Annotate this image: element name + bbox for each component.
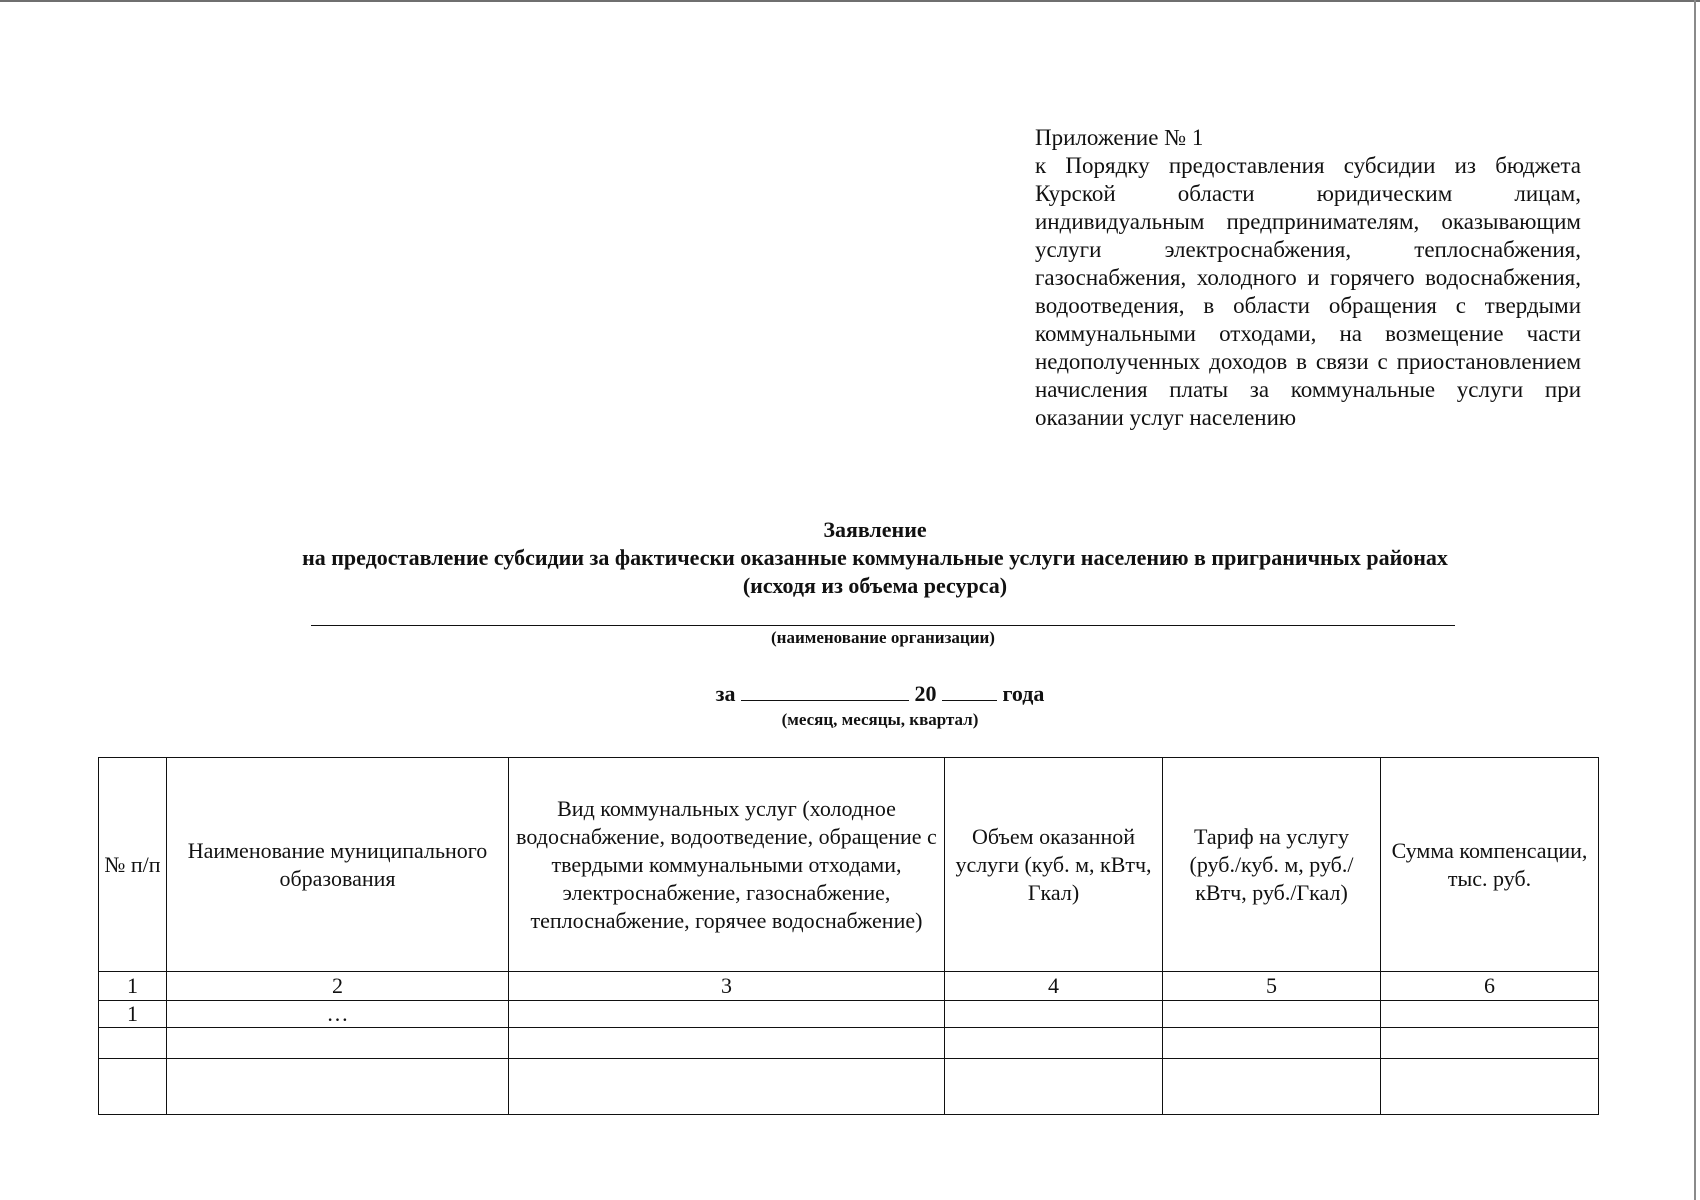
scan-top-border — [0, 0, 1700, 2]
heading-title: Заявление — [823, 517, 927, 542]
table-cell: … — [167, 1001, 509, 1028]
column-header-compensation: Сумма компенсации, тыс. руб. — [1381, 758, 1599, 972]
table-cell — [1381, 1028, 1599, 1059]
organization-name-line — [311, 625, 1455, 626]
column-header-service-type: Вид коммунальных услуг (холодное водоснабжение, водоотведение, обращение с твердыми коммунальными отходами, электроснабжение, газоснабжение, теплоснабжение, горячее водоснабжение) — [509, 758, 945, 972]
table-cell: 5 — [1163, 972, 1381, 1001]
period-prefix: за — [715, 681, 736, 706]
column-header-tariff: Тариф на услугу (руб./куб. м, руб./кВтч, руб./Гкал) — [1163, 758, 1381, 972]
table-cell — [945, 1028, 1163, 1059]
table-header-row — [99, 758, 1599, 972]
table-cell: 3 — [509, 972, 945, 1001]
period-caption: (месяц, месяцы, квартал) — [781, 710, 979, 729]
period-year-prefix: 20 — [914, 681, 937, 706]
table-cell — [509, 1001, 945, 1028]
table-row — [99, 1028, 1599, 1059]
table-cell: 4 — [945, 972, 1163, 1001]
table-row — [99, 1001, 1599, 1028]
period-suffix: года — [1002, 681, 1045, 706]
column-header-municipality: Наименование муниципального образования — [167, 758, 509, 972]
table-cell — [945, 1001, 1163, 1028]
table-cell — [509, 1028, 945, 1059]
table-cell — [1163, 1001, 1381, 1028]
table-cell — [945, 1059, 1163, 1115]
table-cell — [167, 1059, 509, 1115]
table-row — [99, 1059, 1599, 1115]
appendix-block — [1035, 124, 1581, 432]
organization-caption: (наименование организации) — [771, 628, 995, 647]
heading-subtitle: на предоставление субсидии за фактически оказанные коммунальные услуги населению в приграничных районах — [302, 545, 1448, 570]
table-cell — [1163, 1059, 1381, 1115]
table-cell: 1 — [99, 1001, 167, 1028]
column-header-volume: Объем оказанной услуги (куб. м, кВтч, Гкал) — [945, 758, 1163, 972]
table-cell — [99, 1059, 167, 1115]
appendix-body: к Порядку предоставления субсидии из бюджета Курской области юридическим лицам, индивидуальным предпринимателям, оказывающим услуги электроснабжения, теплоснабжения, газоснабжения, холодного и горячего водоснабжения, водоотведения, в области обращения с твердыми коммунальными отходами, на возмещение части недополученных доходов в связи с приостановлением начисления платы за коммунальные услуги при оказании услуг населению — [1035, 153, 1581, 430]
period-month-blank — [741, 680, 909, 701]
scan-right-border — [1694, 0, 1696, 1200]
document-heading — [100, 516, 1650, 600]
table-cell — [509, 1059, 945, 1115]
period-line — [0, 680, 1700, 707]
period-year-blank — [942, 680, 997, 701]
appendix-title: Приложение № 1 — [1035, 125, 1204, 150]
table-cell — [1163, 1028, 1381, 1059]
table-cell — [1381, 1059, 1599, 1115]
table-cell: 6 — [1381, 972, 1599, 1001]
table-cell: 2 — [167, 972, 509, 1001]
table-cell — [1381, 1001, 1599, 1028]
column-index-row — [99, 972, 1599, 1001]
column-header-number: № п/п — [99, 758, 167, 972]
table-cell: 1 — [99, 972, 167, 1001]
table-cell — [99, 1028, 167, 1059]
subsidy-table — [98, 757, 1599, 1115]
table-cell — [167, 1028, 509, 1059]
heading-note: (исходя из объема ресурса) — [742, 573, 1008, 598]
